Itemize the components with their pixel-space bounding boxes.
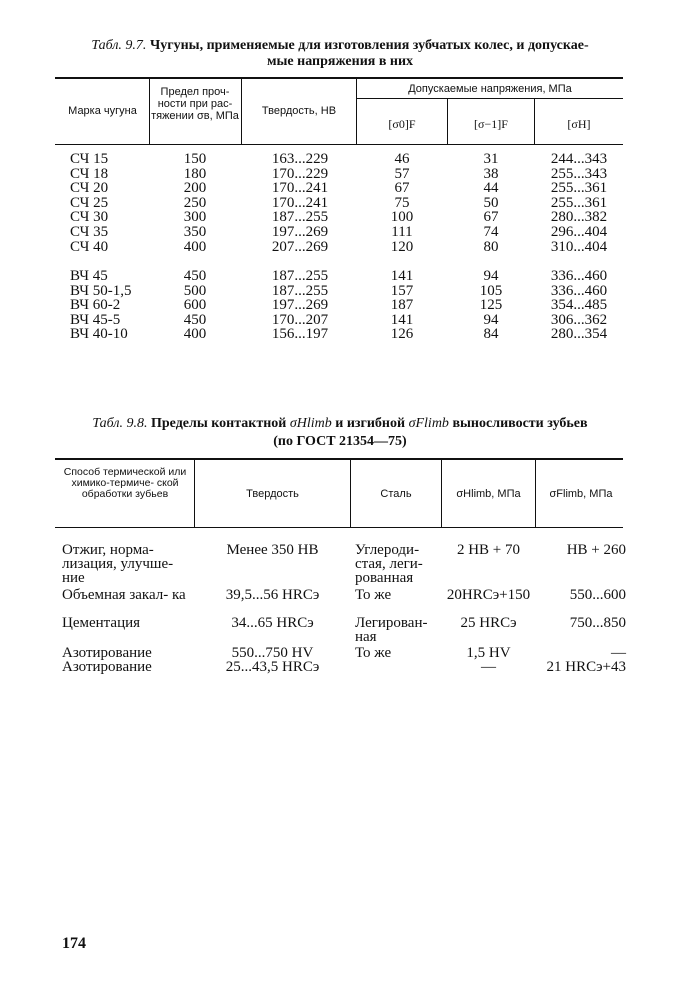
header-steel: Сталь — [380, 488, 412, 500]
cell-s1: 50 — [483, 194, 499, 211]
header-s0f: [σ0]F — [388, 117, 416, 131]
cell-sf: 21 HRCэ+43 — [546, 659, 626, 675]
cell-strength: 200 — [183, 180, 207, 197]
cell-steel: То же — [355, 645, 392, 661]
table-9-8-header-rule — [55, 527, 623, 528]
cell-method: Азотирование — [62, 645, 152, 661]
cell-steel: Углероди- стая, леги- рованная — [355, 542, 423, 586]
table-9-7-col-sep — [149, 78, 150, 144]
cell-sh: 280...354 — [550, 326, 608, 343]
cell-sf: — — [611, 645, 626, 661]
table-9-8-top-rule — [55, 458, 623, 460]
table-9-8-title-a: Пределы контактной — [150, 416, 287, 431]
table-9-8-title-b: и изгибной — [335, 416, 406, 431]
cell-grade: ВЧ 40-10 — [70, 326, 128, 343]
cell-grade: СЧ 15 — [70, 151, 109, 167]
cell-hb: 156...197 — [271, 326, 329, 343]
cell-s0: 75 — [394, 194, 410, 211]
cell-s1: 105 — [479, 282, 503, 299]
cell-strength: 450 — [183, 268, 207, 284]
cell-grade: ВЧ 45-5 — [70, 311, 121, 328]
cell-sf: 550...600 — [569, 587, 626, 603]
cell-strength: 400 — [183, 326, 207, 343]
cell-s0: 46 — [394, 151, 410, 167]
cell-sh: 296...404 — [550, 224, 608, 240]
cell-s1: 84 — [483, 326, 499, 343]
cell-s1: 31 — [483, 151, 499, 167]
cell-grade: ВЧ 60-2 — [70, 297, 121, 314]
cell-grade: СЧ 40 — [70, 238, 109, 255]
table-9-8-label: Табл. 9.8. — [92, 416, 148, 431]
header-sigma-hlimb: σHlimb, МПа — [456, 488, 521, 500]
sigma-hlimb-symbol: σHlimb — [289, 416, 332, 431]
cell-hb: 187...255 — [271, 268, 329, 284]
cell-strength: 250 — [183, 194, 207, 211]
cell-s0: 67 — [394, 180, 410, 197]
cell-strength: 600 — [183, 297, 207, 314]
header-sh: [σH] — [567, 117, 591, 131]
sigma-flimb-symbol: σFlimb — [408, 416, 449, 431]
cell-hb: 207...269 — [271, 238, 329, 255]
cell-s1: 80 — [483, 238, 499, 255]
cell-s1: 94 — [483, 268, 499, 284]
cell-s0: 57 — [394, 165, 410, 182]
header-hardness-98: Твердость — [246, 488, 299, 500]
table-9-7-label: Табл. 9.7. — [91, 38, 147, 53]
cell-hardness: Менее 350 НВ — [226, 542, 319, 558]
cell-s0: 157 — [390, 282, 414, 299]
cell-steel: То же — [355, 587, 392, 603]
cell-strength: 450 — [183, 311, 207, 328]
cell-s1: 125 — [479, 297, 503, 314]
page-number: 174 — [62, 935, 86, 952]
cell-grade: ВЧ 45 — [70, 268, 108, 284]
cell-method: Цементация — [62, 615, 141, 631]
cell-grade: СЧ 20 — [70, 180, 109, 197]
cell-hb: 197...269 — [271, 224, 329, 240]
cell-s0: 126 — [390, 326, 414, 343]
cell-s0: 141 — [390, 311, 414, 328]
cell-s1: 94 — [483, 311, 499, 328]
cell-strength: 500 — [183, 282, 207, 299]
cell-method: Отжиг, норма- лизация, улучше- ние — [62, 542, 174, 586]
cell-hb: 187...255 — [271, 209, 329, 226]
table-9-7-caption — [40, 38, 640, 54]
header-sigma-flimb: σFlimb, МПа — [549, 488, 613, 500]
cell-method: Азотирование — [62, 659, 152, 675]
header-allowable-stresses: Допускаемые напряжения, МПа — [408, 83, 572, 95]
cell-s1: 74 — [483, 224, 499, 240]
cell-hb: 170...229 — [271, 165, 329, 182]
header-grade: Марка чугуна — [68, 105, 137, 117]
cell-sh: — — [481, 659, 496, 675]
cell-grade: СЧ 35 — [70, 224, 109, 240]
cell-sh: 1,5 HV — [466, 645, 511, 661]
cell-grade: СЧ 25 — [70, 194, 109, 211]
cell-sh: 2 НВ + 70 — [456, 542, 521, 558]
table-9-7-title-line1: Чугуны, применяемые для изготовления зубчатых колес, и допускае- — [149, 38, 589, 53]
cell-hb: 170...207 — [271, 311, 329, 328]
header-treatment-method: Способ термической или химико-термиче- ской обработки зубьев — [63, 466, 187, 500]
cell-sh: 244...343 — [550, 151, 608, 167]
cell-sh: 20HRCэ+150 — [446, 587, 531, 603]
cell-strength: 180 — [183, 165, 207, 182]
table-9-7-title-line2: мые напряжения в них — [266, 54, 414, 69]
cell-method: Объемная закал- ка — [62, 587, 186, 603]
cell-hb: 170...241 — [271, 180, 329, 197]
table-9-7-sub-rule — [356, 98, 623, 99]
cell-sh: 354...485 — [550, 297, 608, 314]
cell-grade: СЧ 30 — [70, 209, 109, 226]
cell-sh: 280...382 — [550, 209, 608, 226]
table-9-7-top-rule — [55, 77, 623, 79]
header-hardness: Твердость, НВ — [261, 105, 337, 117]
cell-sf: НВ + 260 — [566, 542, 626, 558]
table-9-7-header-rule — [55, 144, 623, 145]
table-9-8-title-line2: (по ГОСТ 21354—75) — [273, 434, 407, 449]
cell-hardness: 39,5...56 HRCэ — [225, 587, 320, 603]
cell-strength: 400 — [183, 238, 207, 255]
cell-strength: 350 — [183, 224, 207, 240]
cell-s0: 141 — [390, 268, 414, 284]
cell-strength: 150 — [183, 151, 207, 167]
cell-s0: 187 — [390, 297, 414, 314]
cell-grade: СЧ 18 — [70, 165, 109, 182]
header-s1f: [σ−1]F — [474, 117, 508, 131]
cell-s1: 38 — [483, 165, 499, 182]
cell-s0: 100 — [390, 209, 414, 226]
cell-s0: 111 — [391, 224, 413, 240]
cell-hardness: 25...43,5 HRCэ — [225, 659, 320, 675]
cell-sh: 25 HRCэ — [460, 615, 517, 631]
cell-hardness: 550...750 HV — [231, 645, 314, 661]
cell-sh: 336...460 — [550, 268, 608, 284]
cell-s1: 67 — [483, 209, 499, 226]
cell-steel: Легирован- ная — [355, 615, 428, 645]
cell-hb: 170...241 — [271, 194, 329, 211]
cell-sh: 255...361 — [550, 180, 608, 197]
cell-sh: 306...362 — [550, 311, 608, 328]
table-9-8-caption — [40, 416, 640, 432]
cell-sh: 336...460 — [550, 282, 608, 299]
cell-hb: 187...255 — [271, 282, 329, 299]
header-strength: Предел проч- ности при рас- тяжении σв, МПа — [151, 86, 239, 122]
cell-hb: 163...229 — [271, 151, 329, 167]
cell-sh: 255...343 — [550, 165, 608, 182]
cell-sh: 310...404 — [550, 238, 608, 255]
cell-s0: 120 — [390, 238, 414, 255]
cell-hardness: 34...65 HRCэ — [231, 615, 314, 631]
cell-sf: 750...850 — [569, 615, 626, 631]
cell-strength: 300 — [183, 209, 207, 226]
cell-hb: 197...269 — [271, 297, 329, 314]
cell-sh: 255...361 — [550, 194, 608, 211]
cell-s1: 44 — [483, 180, 499, 197]
cell-grade: ВЧ 50-1,5 — [70, 282, 132, 299]
table-9-8-title-c: выносливости зубьев — [452, 416, 588, 431]
